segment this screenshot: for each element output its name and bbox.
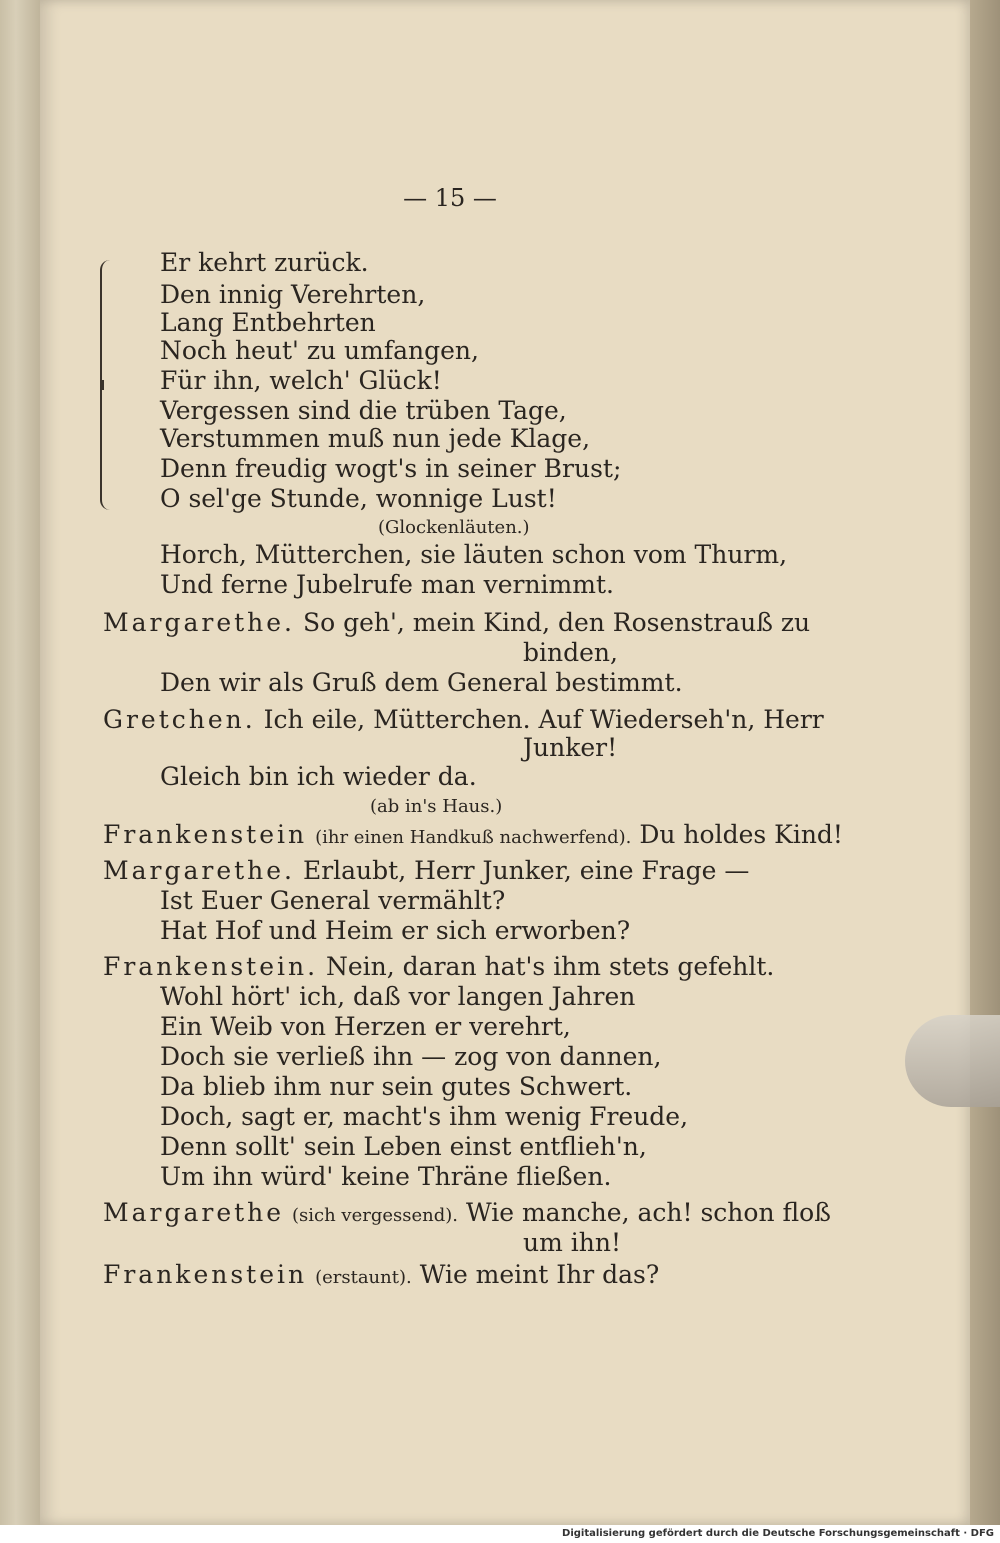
dialogue-line: Da blieb ihm nur sein gutes Schwert.: [160, 1072, 633, 1101]
verse-line: Denn freudig wogt's in seiner Brust;: [160, 454, 622, 483]
dialogue-line: Wohl hört' ich, daß vor langen Jahren: [160, 982, 636, 1011]
page-number: — 15 —: [403, 184, 497, 212]
speaker-name: Margarethe.: [103, 856, 295, 885]
dialogue-line: Und ferne Jubelrufe man vernimmt.: [160, 570, 614, 599]
speaker-line: [103, 1260, 659, 1293]
stage-direction: (erstaunt).: [315, 1267, 412, 1288]
dialogue-text: Wie meint Ihr das?: [419, 1260, 660, 1289]
speaker-name: Margarethe: [103, 1198, 285, 1227]
verse-line: Noch heut' zu umfangen,: [160, 336, 479, 365]
continuation-line: um ihn!: [523, 1228, 621, 1257]
speaker-name: Frankenstein: [103, 820, 308, 849]
speaker-name: Margarethe.: [103, 608, 295, 637]
dialogue-text: So geh', mein Kind, den Rosenstrauß zu: [302, 608, 811, 637]
stage-direction: (ihr einen Handkuß nachwerfend).: [315, 827, 632, 848]
verse-line: Den innig Verehrten,: [160, 280, 426, 309]
dialogue-line: Gleich bin ich wieder da.: [160, 762, 477, 791]
speaker-line: [103, 1198, 831, 1231]
dialogue-line: Doch sie verließ ihn — zog von dannen,: [160, 1042, 662, 1071]
stage-direction: (sich vergessend).: [292, 1205, 459, 1226]
digitization-footer: Digitalisierung gefördert durch die Deutsche Forschungsgemeinschaft · DFG: [0, 1525, 1000, 1543]
verse-line: Vergessen sind die trüben Tage,: [160, 396, 567, 425]
dialogue-line: Denn sollt' sein Leben einst entflieh'n,: [160, 1132, 647, 1161]
stage-direction: (Glockenläuten.): [378, 517, 530, 538]
speaker-name: Frankenstein.: [103, 952, 319, 981]
verse-line: Lang Entbehrten: [160, 308, 376, 337]
dialogue-text: Erlaubt, Herr Junker, eine Frage —: [302, 856, 750, 885]
dialogue-line: Ist Euer General vermählt?: [160, 886, 506, 915]
speaker-line: [103, 820, 843, 853]
dialogue-line: Hat Hof und Heim er sich erworben?: [160, 916, 631, 945]
speaker-line: [103, 608, 810, 638]
page-edge: [970, 0, 1000, 1525]
stage-direction: (ab in's Haus.): [370, 796, 503, 817]
dialogue-line: Den wir als Gruß dem General bestimmt.: [160, 668, 683, 697]
dialogue-text: Nein, daran hat's ihm stets gefehlt.: [326, 952, 775, 981]
speaker-name: Frankenstein: [103, 1260, 308, 1289]
dialogue-text: Ich eile, Mütterchen. Auf Wiederseh'n, Herr: [263, 705, 824, 734]
verse-line: Er kehrt zurück.: [160, 248, 369, 277]
brace-bracket: [100, 260, 116, 510]
verse-line: Für ihn, welch' Glück!: [160, 366, 442, 395]
dialogue-text: Wie manche, ach! schon floß: [465, 1198, 831, 1227]
continuation-line: binden,: [523, 638, 618, 667]
verse-line: O sel'ge Stunde, wonnige Lust!: [160, 484, 557, 513]
speaker-name: Gretchen.: [103, 705, 256, 734]
dialogue-line: Doch, sagt er, macht's ihm wenig Freude,: [160, 1102, 689, 1131]
dialogue-line: Horch, Mütterchen, sie läuten schon vom Thurm,: [160, 540, 788, 569]
speaker-line: [103, 705, 824, 735]
book-spine: [0, 0, 40, 1525]
speaker-line: [103, 856, 749, 886]
dialogue-text: Du holdes Kind!: [639, 820, 843, 849]
dialogue-line: Ein Weib von Herzen er verehrt,: [160, 1012, 571, 1041]
page-tab-marker: [905, 1015, 1000, 1107]
verse-line: Verstummen muß nun jede Klage,: [160, 424, 591, 453]
continuation-line: Junker!: [523, 733, 618, 762]
speaker-line: [103, 952, 774, 982]
dialogue-line: Um ihn würd' keine Thräne fließen.: [160, 1162, 612, 1191]
